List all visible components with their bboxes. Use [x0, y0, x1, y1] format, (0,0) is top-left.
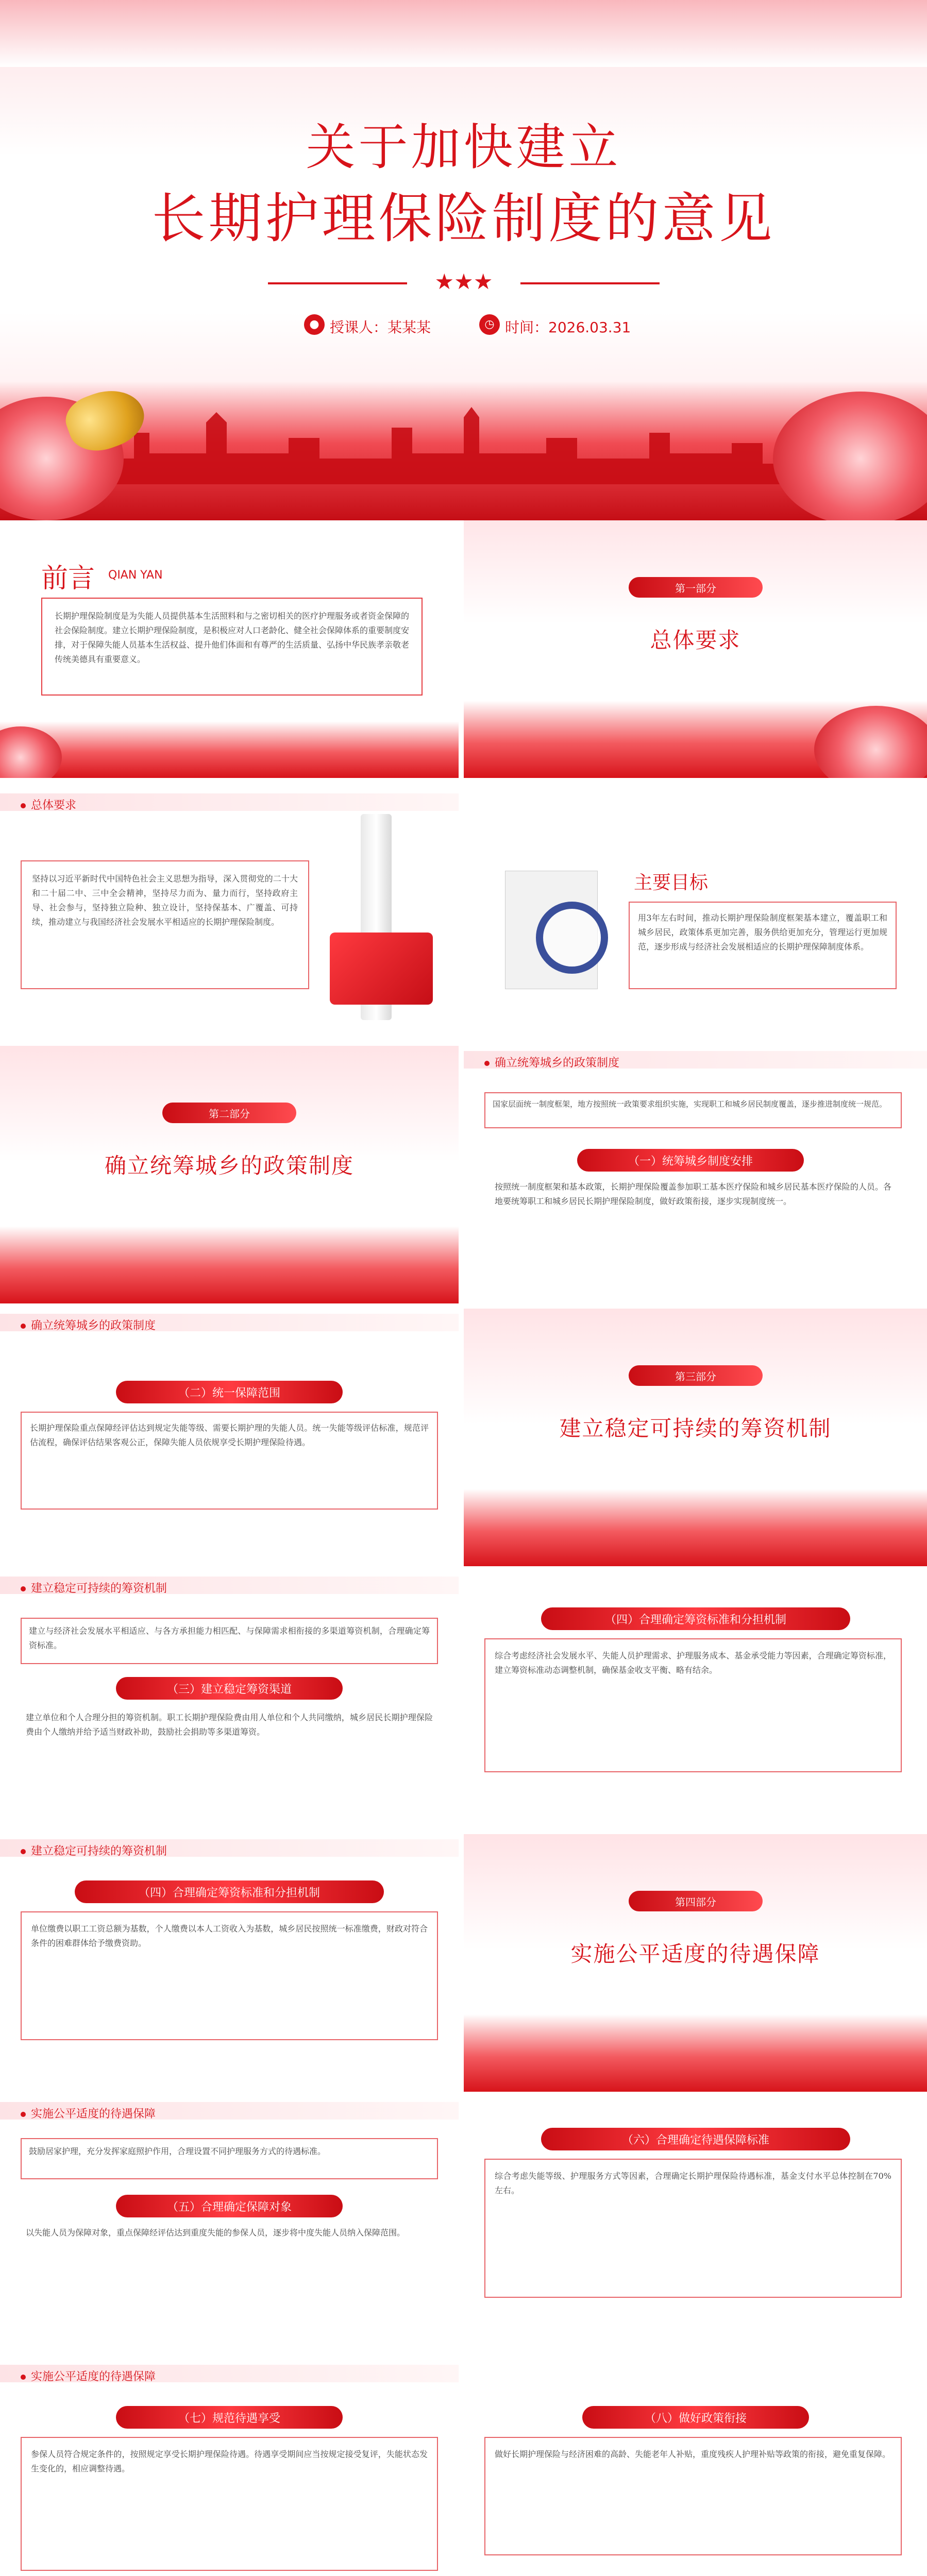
part2-badge: 第二部分: [162, 1103, 296, 1123]
part4-bar: [0, 2102, 459, 2120]
preface-text: 长期护理保险制度是为失能人员提供基本生活照料和与之密切相关的医疗护理服务或者资金保障的社会保险制度。建立长期护理保险制度，是积极应对人口老龄化、健全社会保障体系的重要制度安排，对于保障失能人员基本生活权益、提升他们体面和有尊严的生活质量、弘扬中华民族孝亲敬老传统美德具有重要意义。: [55, 611, 410, 664]
part4-standard-slide: [464, 2097, 927, 2354]
preface-title: 前言: [41, 563, 95, 594]
preface-skyline: [0, 721, 459, 778]
intro-box: [484, 1092, 902, 1128]
part2-detail-slide: [464, 1046, 927, 1303]
part2-skyline: [0, 1226, 459, 1303]
part3-slide: [464, 1309, 927, 1566]
goal-box: [629, 902, 897, 989]
part3-box: [484, 1638, 902, 1772]
part3-detail-slide: [0, 1571, 459, 1829]
pill-5: （四）合理确定筹资标准和分担机制: [75, 1880, 384, 1903]
part4-bar: [0, 2365, 459, 2382]
part3-share-slide: [0, 1834, 459, 2092]
part3-text0: 建立与经济社会发展水平相适应、与各方承担能力相匹配、与保障需求相衔接的多渠道筹资机制，合理确定筹资标准。: [29, 1626, 430, 1650]
bar-title: 建立稳定可持续的筹资机制: [21, 1842, 167, 1858]
preface-subtitle: QIAN YAN: [108, 569, 163, 582]
pill-4: （四）合理确定筹资标准和分担机制: [541, 1607, 850, 1630]
pill-6: （六）合理确定待遇保障标准: [541, 2128, 850, 2150]
overall-slide: [0, 783, 459, 1041]
bar-title: 总体要求: [21, 796, 76, 812]
pill-1: （一）统筹城乡制度安排: [577, 1149, 804, 1172]
part3-text3: 建立单位和个人合理分担的筹资机制。职工长期护理保险费由用人单位和个人共同缴纳，城乡居民长期护理保险费由个人缴纳并给予适当财政补助，鼓励社会捐助等多渠道筹资。: [26, 1713, 433, 1737]
part3-text5: 单位缴费以职工工资总额为基数，个人缴费以本人工资收入为基数，城乡居民按照统一标准缴费，财政对符合条件的困难群体给予缴费资助。: [31, 1924, 428, 1948]
part2-intro: 国家层面统一制度框架，地方按照统一政策要求组织实施，实现职工和城乡居民制度覆盖，逐步推进制度统一规范。: [493, 1099, 887, 1109]
part4-intro-slide: [0, 2097, 459, 2354]
pill-7: （五）合理确定保障对象: [116, 2195, 343, 2217]
part2-title: 确立统筹城乡的政策制度: [104, 1153, 354, 1178]
cover-title-line1: 关于加快建立: [306, 118, 621, 176]
goal-text: 用3年左右时间，推动长期护理保险制度框架基本建立，覆盖职工和城乡居民，政策体系更加完善，服务供给更加充分，管理运行更加规范，逐步形成与经济社会发展相适应的长期护理保障制度体系。: [638, 913, 887, 952]
part4-link-slide: [464, 2360, 927, 2576]
magnifier-icon: [536, 902, 608, 974]
pill-9: （八）做好政策衔接: [582, 2406, 809, 2429]
preface-slide: [0, 520, 459, 778]
bar-title: 确立统筹城乡的政策制度: [484, 1054, 619, 1070]
cover-slide: [0, 0, 927, 520]
overall-bar: [0, 793, 459, 811]
part4-box: [484, 2159, 902, 2298]
part3-intro-box: [21, 1618, 438, 1664]
part2-bar: [0, 1314, 459, 1331]
cover-stars: ★★★: [407, 269, 520, 294]
part3-bar: [0, 1577, 459, 1594]
overall-text: 坚持以习近平新时代中国特色社会主义思想为指导，深入贯彻党的二十大和二十届二中、三中全会精神，坚持尽力而为、量力而行，坚持政府主导、社会参与，坚持独立险种、独立设计，坚持保基本、广覆盖、可持续，推动建立与我国经济社会发展水平相适应的长期护理保险制度。: [32, 874, 298, 927]
pill-8: （七）规范待遇享受: [116, 2406, 343, 2429]
bar-title: 确立统筹城乡的政策制度: [21, 1317, 156, 1333]
presenter-icon: ●: [304, 314, 325, 335]
part3-standard-slide: [464, 1571, 927, 1829]
part4-skyline: [464, 2014, 927, 2092]
top-ribbon: [0, 0, 927, 67]
part1-badge: 第一部分: [629, 577, 763, 598]
bar-title: 建立稳定可持续的筹资机制: [21, 1580, 167, 1596]
part3-skyline: [464, 1489, 927, 1566]
clock-icon: ◷: [479, 314, 500, 335]
part2-slide: [0, 1046, 459, 1303]
part1-slide: [464, 520, 927, 778]
part2-range-slide: [0, 1309, 459, 1566]
part4-text7: 鼓励居家护理，充分发挥家庭照护作用，合理设置不同护理服务方式的待遇标准。: [29, 2146, 326, 2156]
part4-enjoy-slide: [0, 2360, 459, 2576]
preface-box: [41, 598, 423, 696]
part4-slide: [464, 1834, 927, 2092]
part3-text4: 综合考虑经济社会发展水平、失能人员护理需求、护理服务成本、基金承受能力等因素，合理确定筹资标准，建立筹资标准动态调整机制，确保基金收支平衡、略有结余。: [495, 1651, 891, 1675]
part3-bar: [0, 1839, 459, 1857]
bar-title: 实施公平适度的待遇保障: [21, 2368, 156, 2384]
part4-text9: 参保人员符合规定条件的，按照规定享受长期护理保险待遇。待遇享受期间应当按规定接受复评，失能状态发生变化的，相应调整待遇。: [31, 2449, 428, 2473]
part2-text1: 按照统一制度框架和基本政策，长期护理保险覆盖参加职工基本医疗保险和城乡居民基本医疗保险的人员。各地要统筹职工和城乡居民长期护理保险制度，做好政策衔接，逐步实现制度统一。: [495, 1182, 891, 1206]
party-flag: [330, 933, 433, 1005]
part4-box: [484, 2437, 902, 2555]
part2-box: [21, 1412, 438, 1510]
part4-title: 实施公平适度的待遇保障: [570, 1941, 820, 1967]
cover-title-line2: 长期护理保险制度的意见: [151, 187, 776, 250]
cover-date: 时间：2026.03.31: [505, 319, 631, 336]
goal-title: 主要目标: [634, 872, 709, 893]
part4-box: [21, 2437, 438, 2571]
part4-text6: 综合考虑失能等级、护理服务方式等因素，合理确定长期护理保险待遇标准，基金支付水平总体控制在70%左右。: [495, 2171, 891, 2195]
part4-text8: 以失能人员为保障对象，重点保障经评估达到重度失能的参保人员，逐步将中度失能人员纳入保障范围。: [26, 2228, 406, 2238]
bar-title: 实施公平适度的待遇保障: [21, 2105, 156, 2121]
part3-title: 建立稳定可持续的筹资机制: [559, 1416, 832, 1441]
pill-2: （二）统一保障范围: [116, 1381, 343, 1403]
part4-badge: 第四部分: [629, 1891, 763, 1911]
part4-intro-box: [21, 2138, 438, 2179]
part2-bar: [464, 1051, 927, 1069]
part4-text10: 做好长期护理保险与经济困难的高龄、失能老年人补贴，重度残疾人护理补贴等政策的衔接，避免重复保障。: [495, 2449, 891, 2459]
pill-3: （三）建立稳定筹资渠道: [116, 1677, 343, 1700]
part3-box: [21, 1911, 438, 2040]
part2-text2: 长期护理保险重点保障经评估达到规定失能等级、需要长期护理的失能人员。统一失能等级评估标准，规范评估流程，确保评估结果客观公正，保障失能人员依规享受长期护理保险待遇。: [30, 1423, 429, 1447]
cover-presenter: 授课人：某某某: [330, 319, 431, 336]
part1-title: 总体要求: [650, 628, 741, 653]
part3-badge: 第三部分: [629, 1365, 763, 1386]
goal-slide: [464, 783, 927, 1041]
overall-box: [21, 860, 309, 989]
